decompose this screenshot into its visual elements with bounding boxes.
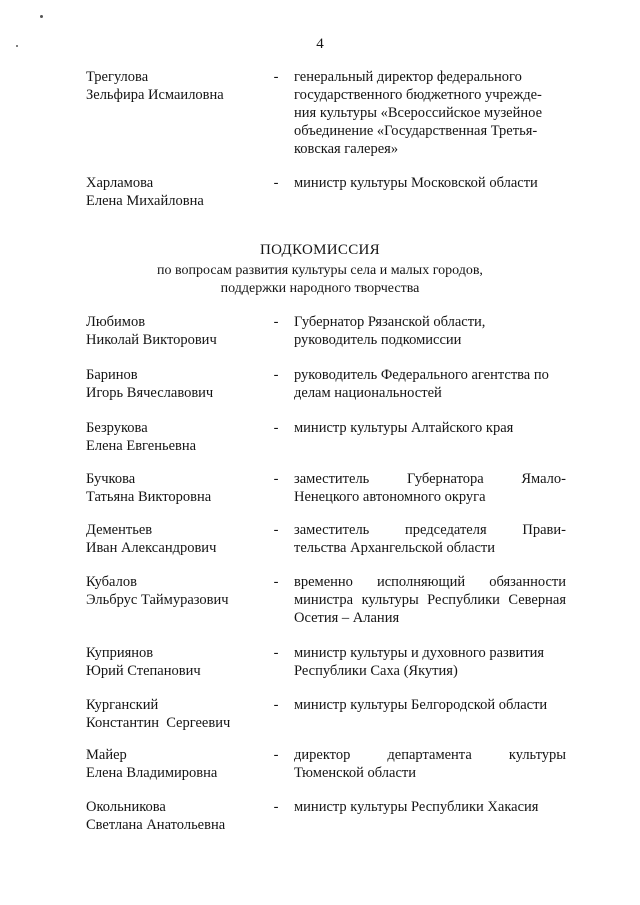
role-line: министр культуры и духовного развития [294, 645, 545, 661]
member-given-names: Николай Викторович [86, 332, 217, 348]
description-line: по вопросам развития культуры села и малых городов, [157, 263, 483, 278]
role-line: министр культуры Республики Хакасия [294, 799, 539, 815]
member-name [86, 174, 261, 210]
entry-dash: - [273, 522, 279, 538]
role-line: государственного бюджетного учрежде- [294, 87, 542, 103]
member-name [86, 746, 261, 782]
member-name [86, 68, 261, 104]
scan-speck [40, 15, 43, 18]
member-name [86, 419, 261, 455]
member-given-names: Елена Владимировна [86, 765, 218, 781]
member-given-names: Игорь Вячеславович [86, 385, 214, 401]
role-line: министр культуры Алтайского края [294, 420, 514, 436]
member-surname: Куприянов [86, 645, 154, 661]
role-line: Губернатор Рязанской области, [294, 314, 486, 330]
member-role [294, 366, 566, 402]
member-name [86, 644, 261, 680]
member-name [86, 573, 261, 609]
member-role [294, 174, 566, 192]
subcommission-title: ПОДКОМИССИЯ [260, 242, 380, 258]
entry-dash: - [273, 799, 279, 815]
entry-dash: - [273, 574, 279, 590]
role-line: временно исполняющий обязанности [294, 574, 566, 590]
role-line: руководитель подкомиссии [294, 332, 462, 348]
member-given-names: Иван Александрович [86, 540, 217, 556]
member-surname: Безрукова [86, 420, 148, 436]
entry-dash: - [273, 747, 279, 763]
role-line: Ненецкого автономного округа [294, 489, 486, 505]
member-name [86, 798, 261, 834]
role-line: директор департамента культуры [294, 747, 566, 763]
role-line: заместитель председателя Прави- [294, 522, 566, 538]
entry-dash: - [273, 697, 279, 713]
member-role [294, 470, 566, 506]
role-line: ковская галерея» [294, 141, 399, 157]
member-surname: Окольникова [86, 799, 166, 815]
member-name [86, 696, 261, 732]
role-line: тельства Архангельской области [294, 540, 495, 556]
member-role [294, 798, 566, 816]
member-name [86, 366, 261, 402]
member-given-names: Эльбрус Таймуразович [86, 592, 229, 608]
entry-dash: - [273, 367, 279, 383]
member-surname: Кубалов [86, 574, 137, 590]
role-line: делам национальностей [294, 385, 442, 401]
role-line: министра культуры Республики Северная [294, 592, 566, 608]
entry-dash: - [273, 420, 279, 436]
member-surname: Курганский [86, 697, 159, 713]
page-number: 4 [316, 36, 324, 52]
member-given-names: Елена Евгеньевна [86, 438, 197, 454]
member-given-names: Зельфира Исмаиловна [86, 87, 224, 103]
role-line: Осетия – Алания [294, 610, 400, 626]
role-line: министр культуры Московской области [294, 175, 538, 191]
member-given-names: Елена Михайловна [86, 193, 204, 209]
member-name [86, 521, 261, 557]
member-role [294, 644, 566, 680]
entry-dash: - [273, 471, 279, 487]
subcommission-description [0, 262, 640, 298]
role-line: ния культуры «Всероссийское музейное [294, 105, 543, 121]
member-role [294, 696, 566, 714]
description-line: поддержки народного творчества [220, 281, 420, 296]
member-given-names: Юрий Степанович [86, 663, 201, 679]
member-surname: Любимов [86, 314, 146, 330]
member-surname: Дементьев [86, 522, 153, 538]
member-surname: Баринов [86, 367, 138, 383]
member-given-names: Светлана Анатольевна [86, 817, 226, 833]
entry-dash: - [273, 175, 279, 191]
member-role [294, 573, 566, 627]
member-surname: Трегулова [86, 69, 149, 85]
member-role [294, 419, 566, 437]
member-name [86, 313, 261, 349]
entry-dash: - [273, 314, 279, 330]
role-line: руководитель Федерального агентства по [294, 367, 549, 383]
member-surname: Майер [86, 747, 127, 763]
member-given-names: Константин Сергеевич [86, 715, 231, 731]
member-surname: Бучкова [86, 471, 136, 487]
member-name [86, 470, 261, 506]
member-role [294, 68, 566, 158]
member-surname: Харламова [86, 175, 154, 191]
role-line: Республики Саха (Якутия) [294, 663, 458, 679]
member-role [294, 521, 566, 557]
role-line: объединение «Государственная Третья- [294, 123, 538, 139]
member-role [294, 746, 566, 782]
member-given-names: Татьяна Викторовна [86, 489, 212, 505]
role-line: заместитель Губернатора Ямало- [294, 471, 566, 487]
role-line: Тюменской области [294, 765, 416, 781]
member-role [294, 313, 566, 349]
entry-dash: - [273, 69, 279, 85]
role-line: министр культуры Белгородской области [294, 697, 548, 713]
entry-dash: - [273, 645, 279, 661]
role-line: генеральный директор федерального [294, 69, 522, 85]
